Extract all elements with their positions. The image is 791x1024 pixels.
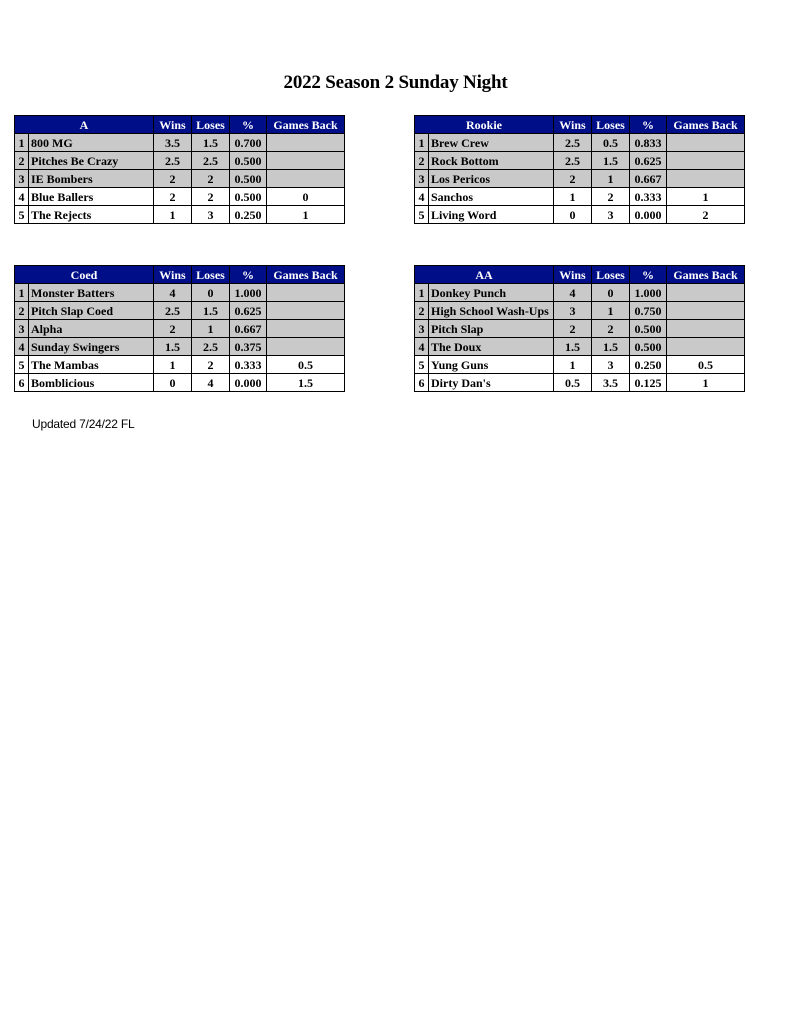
pct-cell: 0.700 — [230, 134, 267, 152]
games-back-cell: 1 — [667, 374, 745, 392]
games-back-header: Games Back — [667, 266, 745, 284]
rank-cell: 5 — [415, 206, 429, 224]
team-name-cell: Bomblicious — [29, 374, 154, 392]
loses-cell: 1 — [592, 302, 630, 320]
pct-cell: 0.250 — [630, 356, 667, 374]
team-name-cell: High School Wash-Ups — [429, 302, 554, 320]
games-back-header: Games Back — [267, 116, 345, 134]
loses-cell: 3.5 — [592, 374, 630, 392]
rank-cell: 2 — [415, 302, 429, 320]
loses-cell: 1.5 — [592, 152, 630, 170]
table-row — [415, 302, 745, 320]
table-row — [15, 206, 345, 224]
wins-cell: 4 — [154, 284, 192, 302]
pct-cell: 0.333 — [230, 356, 267, 374]
loses-cell: 2 — [192, 170, 230, 188]
games-back-cell — [267, 170, 345, 188]
loses-cell: 0.5 — [592, 134, 630, 152]
loses-cell: 2 — [592, 188, 630, 206]
wins-header: Wins — [154, 266, 192, 284]
pct-cell: 0.000 — [630, 206, 667, 224]
loses-cell: 3 — [192, 206, 230, 224]
pct-cell: 0.333 — [630, 188, 667, 206]
table-row — [15, 320, 345, 338]
wins-header: Wins — [554, 116, 592, 134]
table-row — [415, 134, 745, 152]
wins-cell: 2 — [154, 188, 192, 206]
loses-header: Loses — [192, 116, 230, 134]
pct-cell: 0.500 — [630, 320, 667, 338]
team-name-cell: The Rejects — [29, 206, 154, 224]
table-row — [415, 284, 745, 302]
loses-cell: 2.5 — [192, 152, 230, 170]
rank-cell: 5 — [15, 206, 29, 224]
games-back-cell — [667, 170, 745, 188]
rank-cell: 3 — [415, 170, 429, 188]
page-title: 2022 Season 2 Sunday Night — [283, 72, 508, 93]
table-row — [15, 170, 345, 188]
rank-cell: 3 — [15, 170, 29, 188]
rank-cell: 5 — [415, 356, 429, 374]
pct-cell: 0.833 — [630, 134, 667, 152]
team-name-cell: IE Bombers — [29, 170, 154, 188]
wins-cell: 3.5 — [154, 134, 192, 152]
pct-cell: 0.500 — [230, 188, 267, 206]
team-name-cell: Donkey Punch — [429, 284, 554, 302]
wins-cell: 3 — [554, 302, 592, 320]
games-back-cell — [267, 338, 345, 356]
table-row — [415, 152, 745, 170]
games-back-cell: 0.5 — [667, 356, 745, 374]
table-row — [15, 134, 345, 152]
team-name-cell: 800 MG — [29, 134, 154, 152]
games-back-cell — [667, 284, 745, 302]
table-row — [15, 152, 345, 170]
header-row — [415, 266, 745, 284]
team-name-cell: Monster Batters — [29, 284, 154, 302]
team-name-cell: Brew Crew — [429, 134, 554, 152]
rank-cell: 3 — [15, 320, 29, 338]
wins-cell: 1 — [554, 188, 592, 206]
pct-cell: 0.750 — [630, 302, 667, 320]
table-row — [415, 320, 745, 338]
rank-cell: 6 — [415, 374, 429, 392]
wins-cell: 2.5 — [554, 152, 592, 170]
team-name-cell: Blue Ballers — [29, 188, 154, 206]
pct-cell: 0.125 — [630, 374, 667, 392]
pct-cell: 0.667 — [630, 170, 667, 188]
pct-header: % — [230, 116, 267, 134]
rank-cell: 4 — [415, 188, 429, 206]
loses-cell: 2 — [592, 320, 630, 338]
games-back-cell — [267, 320, 345, 338]
loses-cell: 3 — [592, 206, 630, 224]
wins-cell: 1.5 — [554, 338, 592, 356]
games-back-cell — [267, 152, 345, 170]
games-back-cell: 1 — [267, 206, 345, 224]
table-row — [15, 356, 345, 374]
loses-header: Loses — [592, 116, 630, 134]
wins-header: Wins — [154, 116, 192, 134]
team-name-cell: Pitch Slap — [429, 320, 554, 338]
team-name-cell: The Mambas — [29, 356, 154, 374]
table-row — [15, 302, 345, 320]
rank-cell: 4 — [15, 338, 29, 356]
wins-cell: 0 — [154, 374, 192, 392]
loses-cell: 1.5 — [192, 134, 230, 152]
wins-cell: 4 — [554, 284, 592, 302]
games-back-cell: 1 — [667, 188, 745, 206]
division-table-rookie — [414, 115, 745, 224]
games-back-cell — [267, 302, 345, 320]
team-name-cell: Yung Guns — [429, 356, 554, 374]
games-back-cell: 0 — [267, 188, 345, 206]
table-row — [415, 188, 745, 206]
pct-cell: 0.500 — [230, 152, 267, 170]
pct-cell: 0.500 — [230, 170, 267, 188]
header-row — [415, 116, 745, 134]
team-name-cell: Dirty Dan's — [429, 374, 554, 392]
division-name: Coed — [15, 266, 154, 284]
loses-cell: 0 — [192, 284, 230, 302]
table-row — [415, 338, 745, 356]
division-table-a — [14, 115, 345, 224]
team-name-cell: Sanchos — [429, 188, 554, 206]
loses-cell: 3 — [592, 356, 630, 374]
header-row — [15, 116, 345, 134]
rank-cell: 6 — [15, 374, 29, 392]
wins-cell: 2.5 — [154, 302, 192, 320]
division-name: Rookie — [415, 116, 554, 134]
table-row — [15, 338, 345, 356]
rank-cell: 1 — [15, 284, 29, 302]
team-name-cell: Alpha — [29, 320, 154, 338]
pct-cell: 1.000 — [230, 284, 267, 302]
team-name-cell: Pitch Slap Coed — [29, 302, 154, 320]
loses-cell: 1.5 — [192, 302, 230, 320]
games-back-cell — [667, 302, 745, 320]
games-back-header: Games Back — [667, 116, 745, 134]
rank-cell: 2 — [415, 152, 429, 170]
table-row — [415, 170, 745, 188]
division-table-aa — [414, 265, 745, 392]
loses-cell: 1 — [192, 320, 230, 338]
table-row — [415, 206, 745, 224]
loses-cell: 2 — [192, 356, 230, 374]
team-name-cell: Los Pericos — [429, 170, 554, 188]
rank-cell: 1 — [15, 134, 29, 152]
table-row — [15, 284, 345, 302]
team-name-cell: Rock Bottom — [429, 152, 554, 170]
rank-cell: 4 — [415, 338, 429, 356]
team-name-cell: Living Word — [429, 206, 554, 224]
rank-cell: 4 — [15, 188, 29, 206]
loses-cell: 1.5 — [592, 338, 630, 356]
wins-cell: 2 — [154, 320, 192, 338]
games-back-cell: 1.5 — [267, 374, 345, 392]
team-name-cell: Sunday Swingers — [29, 338, 154, 356]
team-name-cell: Pitches Be Crazy — [29, 152, 154, 170]
pct-cell: 1.000 — [630, 284, 667, 302]
loses-cell: 1 — [592, 170, 630, 188]
loses-cell: 4 — [192, 374, 230, 392]
division-name: AA — [415, 266, 554, 284]
games-back-cell — [667, 152, 745, 170]
loses-header: Loses — [592, 266, 630, 284]
rank-cell: 2 — [15, 152, 29, 170]
wins-cell: 1 — [554, 356, 592, 374]
games-back-cell — [267, 284, 345, 302]
loses-cell: 2 — [192, 188, 230, 206]
wins-cell: 1 — [154, 356, 192, 374]
rank-cell: 5 — [15, 356, 29, 374]
wins-cell: 2 — [554, 170, 592, 188]
pct-cell: 0.625 — [630, 152, 667, 170]
rank-cell: 2 — [15, 302, 29, 320]
games-back-cell — [667, 134, 745, 152]
games-back-cell — [267, 134, 345, 152]
loses-cell: 2.5 — [192, 338, 230, 356]
pct-header: % — [630, 266, 667, 284]
pct-cell: 0.250 — [230, 206, 267, 224]
rank-cell: 1 — [415, 134, 429, 152]
table-row — [415, 356, 745, 374]
wins-cell: 1 — [154, 206, 192, 224]
games-back-cell: 2 — [667, 206, 745, 224]
pct-cell: 0.500 — [630, 338, 667, 356]
wins-cell: 0 — [554, 206, 592, 224]
pct-cell: 0.375 — [230, 338, 267, 356]
pct-header: % — [630, 116, 667, 134]
rank-cell: 3 — [415, 320, 429, 338]
wins-header: Wins — [554, 266, 592, 284]
games-back-header: Games Back — [267, 266, 345, 284]
wins-cell: 2.5 — [154, 152, 192, 170]
wins-cell: 1.5 — [154, 338, 192, 356]
wins-cell: 2 — [554, 320, 592, 338]
games-back-cell — [667, 338, 745, 356]
pct-cell: 0.625 — [230, 302, 267, 320]
loses-cell: 0 — [592, 284, 630, 302]
games-back-cell: 0.5 — [267, 356, 345, 374]
games-back-cell — [667, 320, 745, 338]
loses-header: Loses — [192, 266, 230, 284]
wins-cell: 2 — [154, 170, 192, 188]
pct-header: % — [230, 266, 267, 284]
table-row — [415, 374, 745, 392]
table-row — [15, 188, 345, 206]
updated-note: Updated 7/24/22 FL — [32, 417, 135, 431]
header-row — [15, 266, 345, 284]
table-row — [15, 374, 345, 392]
wins-cell: 2.5 — [554, 134, 592, 152]
pct-cell: 0.667 — [230, 320, 267, 338]
division-table-coed — [14, 265, 345, 392]
division-name: A — [15, 116, 154, 134]
team-name-cell: The Doux — [429, 338, 554, 356]
wins-cell: 0.5 — [554, 374, 592, 392]
pct-cell: 0.000 — [230, 374, 267, 392]
rank-cell: 1 — [415, 284, 429, 302]
